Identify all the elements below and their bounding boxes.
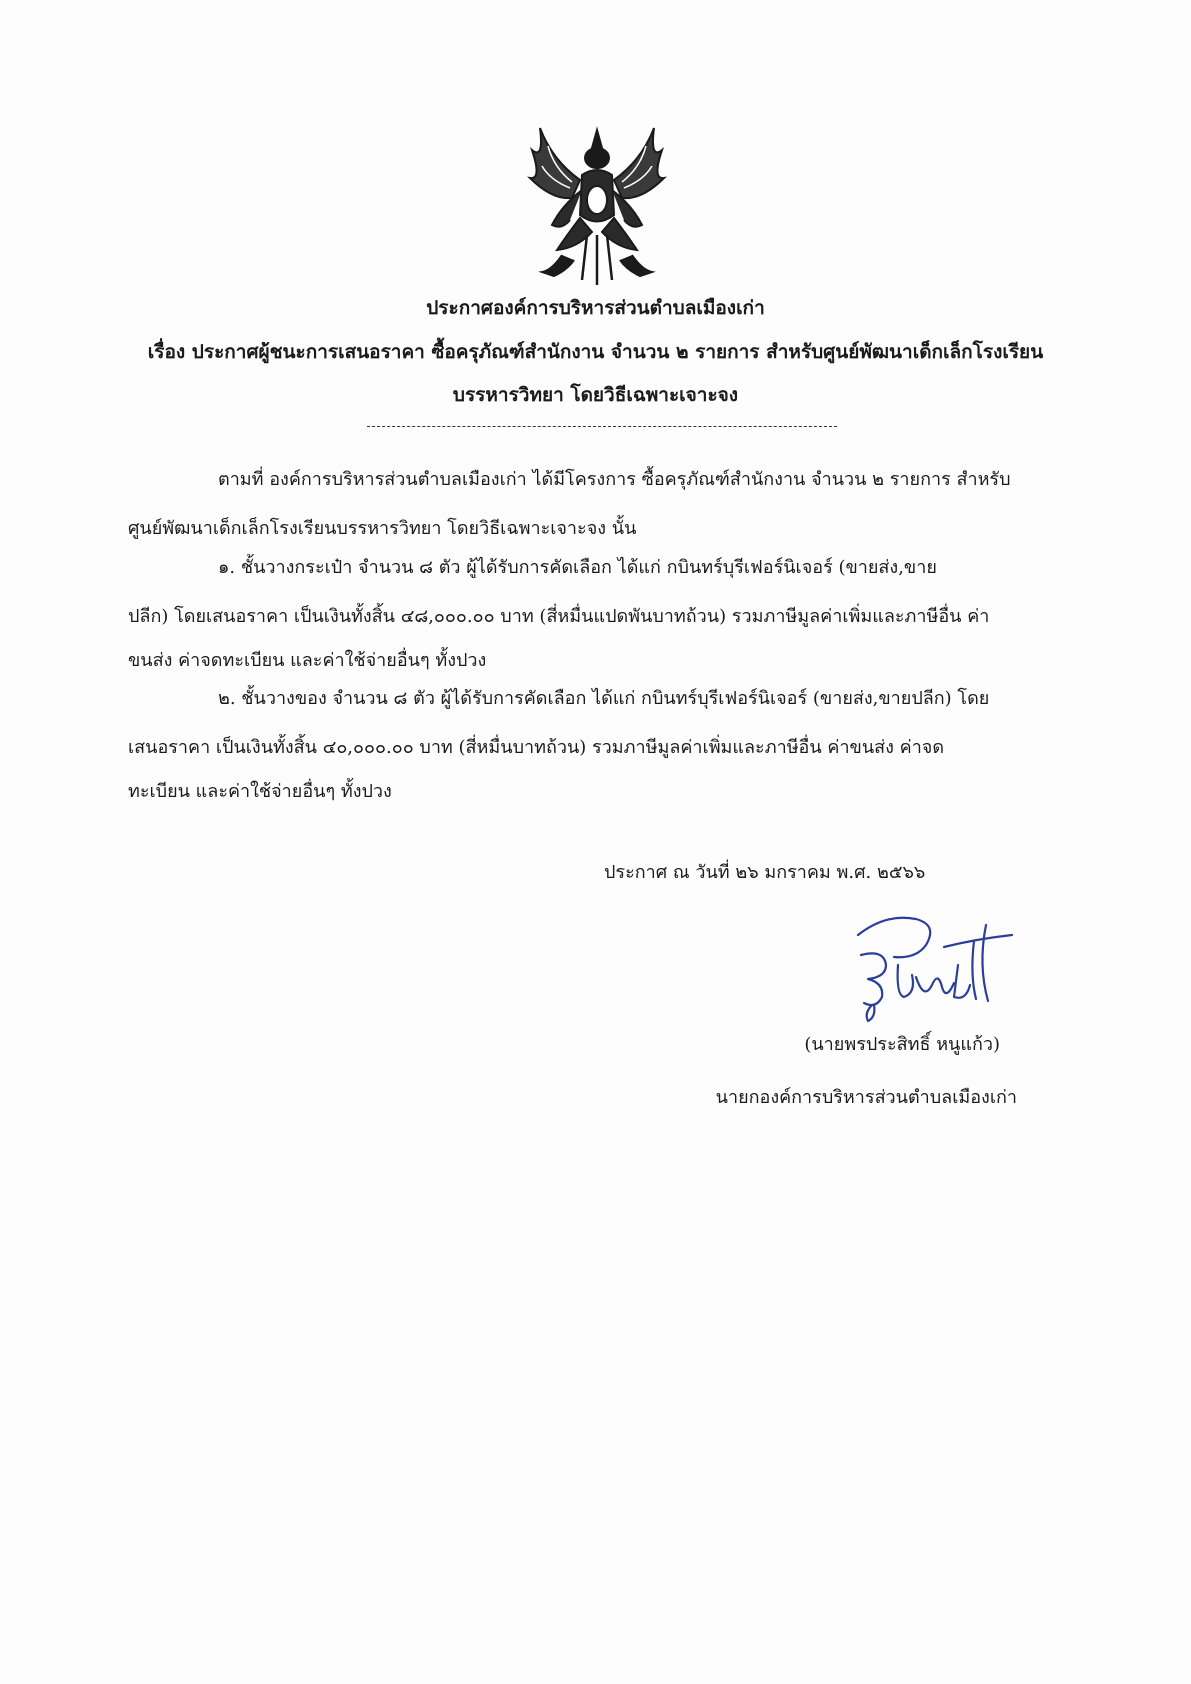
item-1-line-2: ปลีก) โดยเสนอราคา เป็นเงินทั้งสิ้น ๔๘,๐๐๐.๐๐ บาท (สี่หมื่นแปดพันบาทถ้วน) รวมภาษีมูลค่าเพิ่มและภาษีอื่น ค่า — [128, 606, 990, 627]
garuda-emblem-icon — [522, 120, 672, 290]
item-1-line-3: ขนส่ง ค่าจดทะเบียน และค่าใช้จ่ายอื่นๆ ทั้งปวง — [128, 650, 487, 671]
subject-line-1: เรื่อง ประกาศผู้ชนะการเสนอราคา ซื้อครุภัณฑ์สำนักงาน จำนวน ๒ รายการ สำหรับศูนย์พัฒนาเด็กเล็กโรงเรียน — [147, 341, 1044, 363]
announcement-date: ประกาศ ณ วันที่ ๒๖ มกราคม พ.ศ. ๒๕๖๖ — [604, 862, 926, 883]
organization-announcement-title: ประกาศองค์การบริหารส่วนตำบลเมืองเก่า — [426, 297, 765, 319]
signature-image — [846, 905, 1016, 1025]
item-2-line-2: เสนอราคา เป็นเงินทั้งสิ้น ๔๐,๐๐๐.๐๐ บาท (สี่หมื่นบาทถ้วน) รวมภาษีมูลค่าเพิ่มและภาษีอื่น ค่าขนส่ง ค่าจด — [128, 737, 945, 758]
separator-line — [367, 426, 837, 427]
signer-name: (นายพรประสิทธิ์ หนูแก้ว) — [804, 1034, 1000, 1055]
item-2-line-3: ทะเบียน และค่าใช้จ่ายอื่นๆ ทั้งปวง — [128, 781, 392, 802]
item-1-line-1: ๑. ชั้นวางกระเป๋า จำนวน ๘ ตัว ผู้ได้รับการคัดเลือก ได้แก่ กบินทร์บุรีเฟอร์นิเจอร์ (ขายส่ง,ขาย — [218, 557, 937, 578]
intro-line-1: ตามที่ องค์การบริหารส่วนตำบลเมืองเก่า ได้มีโครงการ ซื้อครุภัณฑ์สำนักงาน จำนวน ๒ รายการ สำหรับ — [218, 469, 1011, 490]
intro-line-2: ศูนย์พัฒนาเด็กเล็กโรงเรียนบรรหารวิทยา โดยวิธีเฉพาะเจาะจง นั้น — [128, 518, 637, 539]
subject-line-2: บรรหารวิทยา โดยวิธีเฉพาะเจาะจง — [452, 384, 739, 406]
item-2-line-1: ๒. ชั้นวางของ จำนวน ๘ ตัว ผู้ได้รับการคัดเลือก ได้แก่ กบินทร์บุรีเฟอร์นิเจอร์ (ขายส่ง,ขายปลีก) โดย — [218, 688, 990, 709]
signer-title: นายกองค์การบริหารส่วนตำบลเมืองเก่า — [715, 1087, 1017, 1108]
